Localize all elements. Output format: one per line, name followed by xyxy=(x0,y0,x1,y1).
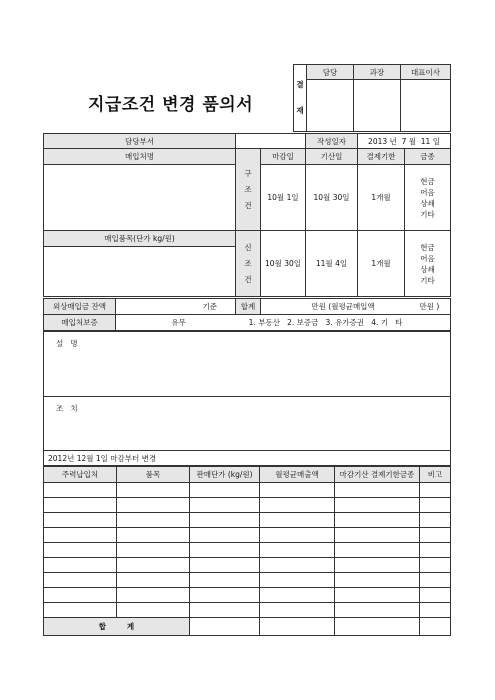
new-closing: 10월 30일 xyxy=(261,231,306,297)
old-label-char-1: 구 xyxy=(244,168,252,178)
cell[interactable] xyxy=(335,603,420,618)
new-label-char-2: 조 xyxy=(244,258,252,268)
table-row xyxy=(44,588,451,603)
new-type-cash: 현금 xyxy=(420,242,435,252)
cell[interactable] xyxy=(420,528,451,543)
date-label: 작성일자 xyxy=(306,134,358,149)
item-label: 매입품목(단가 kg/원) xyxy=(44,231,236,247)
col-payment-term: 결제기한 xyxy=(358,149,405,165)
dept-value[interactable] xyxy=(236,134,306,149)
cell[interactable] xyxy=(117,603,190,618)
balance-total-cell[interactable] xyxy=(261,299,451,315)
cell[interactable] xyxy=(44,558,117,573)
guarantee-cell[interactable] xyxy=(116,315,451,331)
approval-col-staff: 담당 xyxy=(307,65,354,80)
main-table xyxy=(43,466,451,636)
cell[interactable] xyxy=(260,513,335,528)
cell[interactable] xyxy=(117,558,190,573)
old-type-note: 어음 xyxy=(420,187,435,197)
cell[interactable] xyxy=(44,588,117,603)
new-type-note: 어음 xyxy=(420,253,435,263)
table-row xyxy=(44,603,451,618)
col-item: 품목 xyxy=(117,467,190,483)
approval-label-char-1: 결 xyxy=(296,80,304,89)
change-note: 2012년 12월 1일 마감부터 변경 xyxy=(44,451,451,466)
table-row xyxy=(44,543,451,558)
date-year: 2013 xyxy=(368,136,388,146)
cell[interactable] xyxy=(420,573,451,588)
total-monthly-sales[interactable] xyxy=(260,618,335,636)
cell[interactable] xyxy=(117,498,190,513)
new-label-char-1: 신 xyxy=(244,242,252,252)
cell[interactable] xyxy=(44,543,117,558)
balance-avg-unit: 만원 ) xyxy=(419,302,440,311)
cell[interactable] xyxy=(117,588,190,603)
cell[interactable] xyxy=(335,573,420,588)
table-row xyxy=(44,558,451,573)
date-day: 11 xyxy=(420,136,431,146)
approval-label-char-2: 재 xyxy=(296,106,304,115)
supplier-value[interactable] xyxy=(44,165,236,231)
approval-col-manager: 과장 xyxy=(354,65,401,80)
cell[interactable] xyxy=(335,528,420,543)
cell[interactable] xyxy=(190,543,260,558)
cell[interactable] xyxy=(260,498,335,513)
old-closing: 10월 1일 xyxy=(261,165,306,231)
old-label-char-3: 건 xyxy=(244,200,252,210)
date-year-unit: 년 xyxy=(389,136,397,146)
col-remarks: 비고 xyxy=(420,467,451,483)
cell[interactable] xyxy=(260,588,335,603)
total-unit-price[interactable] xyxy=(190,618,260,636)
page-title: 지급조건 변경 품의서 xyxy=(88,95,254,115)
approval-sign-ceo[interactable] xyxy=(401,80,451,132)
cell[interactable] xyxy=(190,588,260,603)
cell[interactable] xyxy=(260,543,335,558)
date-month-unit: 월 xyxy=(408,136,416,146)
dept-label: 담당부서 xyxy=(44,134,236,149)
cell[interactable] xyxy=(260,603,335,618)
col-payment-type: 금종 xyxy=(405,149,451,165)
cell[interactable] xyxy=(117,528,190,543)
balance-basis: 기준 xyxy=(202,302,217,311)
cell[interactable] xyxy=(44,483,117,498)
cell[interactable] xyxy=(44,498,117,513)
table-row xyxy=(44,513,451,528)
cell[interactable] xyxy=(335,498,420,513)
guarantee-label: 매입처보증 xyxy=(44,315,116,331)
table-row xyxy=(44,498,451,513)
cell[interactable] xyxy=(420,483,451,498)
cell[interactable] xyxy=(420,498,451,513)
new-term: 1개월 xyxy=(358,231,405,297)
main-table-header xyxy=(44,467,451,483)
supplier-label: 매입처명 xyxy=(44,149,236,165)
new-type-offset: 상쇄 xyxy=(420,264,435,274)
new-start: 11월 4일 xyxy=(306,231,358,297)
form-table xyxy=(43,133,451,297)
approval-label xyxy=(294,65,307,132)
cell[interactable] xyxy=(117,543,190,558)
balance-amount-unit: 만원 xyxy=(311,302,326,311)
cell[interactable] xyxy=(420,513,451,528)
cell[interactable] xyxy=(335,588,420,603)
old-types xyxy=(405,165,451,231)
date-month: 7 xyxy=(401,136,407,146)
total-terms[interactable] xyxy=(335,618,420,636)
remarks-table xyxy=(43,331,451,466)
new-label-char-3: 건 xyxy=(244,274,252,284)
total-row xyxy=(44,618,451,636)
new-types xyxy=(405,231,451,297)
table-row xyxy=(44,573,451,588)
approval-col-ceo: 대표이사 xyxy=(401,65,451,80)
table-row xyxy=(44,528,451,543)
guarantee-types: 1. 부동산 2. 보증금 3. 유가증권 4. 기 타 xyxy=(248,318,403,327)
cell[interactable] xyxy=(190,573,260,588)
approval-box xyxy=(293,64,451,132)
old-term: 1개월 xyxy=(358,165,405,231)
cell[interactable] xyxy=(190,483,260,498)
approval-sign-manager[interactable] xyxy=(354,80,401,132)
approval-sign-staff[interactable] xyxy=(307,80,354,132)
cell[interactable] xyxy=(420,603,451,618)
cell[interactable] xyxy=(420,558,451,573)
total-label: 합 계 xyxy=(44,618,190,636)
action-area[interactable] xyxy=(44,397,451,451)
description-label: 설 명 xyxy=(56,339,78,348)
cell[interactable] xyxy=(190,528,260,543)
old-label-char-2: 조 xyxy=(244,184,252,194)
cell[interactable] xyxy=(335,483,420,498)
cell[interactable] xyxy=(190,513,260,528)
cell[interactable] xyxy=(420,588,451,603)
col-start-date: 기산일 xyxy=(306,149,358,165)
col-unit-price: 판매단가 (kg/원) xyxy=(190,467,260,483)
guarantee-options: 유무 xyxy=(171,318,186,327)
cell[interactable] xyxy=(190,558,260,573)
cell[interactable] xyxy=(260,483,335,498)
cell[interactable] xyxy=(260,573,335,588)
item-value[interactable] xyxy=(44,247,236,297)
cell[interactable] xyxy=(260,558,335,573)
action-label: 조 치 xyxy=(56,404,78,413)
old-start: 10월 30일 xyxy=(306,165,358,231)
cell[interactable] xyxy=(260,528,335,543)
date-value[interactable] xyxy=(358,134,451,149)
balance-table xyxy=(43,298,451,331)
cell[interactable] xyxy=(44,528,117,543)
date-day-unit: 일 xyxy=(432,136,440,146)
cell[interactable] xyxy=(420,543,451,558)
cell[interactable] xyxy=(335,543,420,558)
total-remarks[interactable] xyxy=(420,618,451,636)
old-type-cash: 현금 xyxy=(420,176,435,186)
col-monthly-sales: 월평균매출액 xyxy=(260,467,335,483)
new-type-other: 기타 xyxy=(420,275,435,285)
balance-avg-label: (월평균매입액 xyxy=(328,302,375,311)
old-type-offset: 상쇄 xyxy=(420,198,435,208)
balance-basis-cell[interactable] xyxy=(116,299,236,315)
cell[interactable] xyxy=(190,498,260,513)
new-condition-label xyxy=(236,231,261,297)
cell[interactable] xyxy=(335,558,420,573)
col-closing-date: 마감일 xyxy=(261,149,306,165)
cell[interactable] xyxy=(117,573,190,588)
cell[interactable] xyxy=(44,513,117,528)
balance-label: 외상매입금 잔액 xyxy=(44,299,116,315)
cell[interactable] xyxy=(117,513,190,528)
cell[interactable] xyxy=(44,573,117,588)
old-type-other: 기타 xyxy=(420,209,435,219)
old-condition-label xyxy=(236,149,261,231)
cell[interactable] xyxy=(335,513,420,528)
table-row xyxy=(44,483,451,498)
col-terms: 마감기산 결제기한금종 xyxy=(335,467,420,483)
balance-total-label: 합계 xyxy=(236,299,261,315)
col-main-supplier: 주력납입처 xyxy=(44,467,117,483)
description-area[interactable] xyxy=(44,332,451,397)
cell[interactable] xyxy=(44,603,117,618)
cell[interactable] xyxy=(117,483,190,498)
cell[interactable] xyxy=(190,603,260,618)
